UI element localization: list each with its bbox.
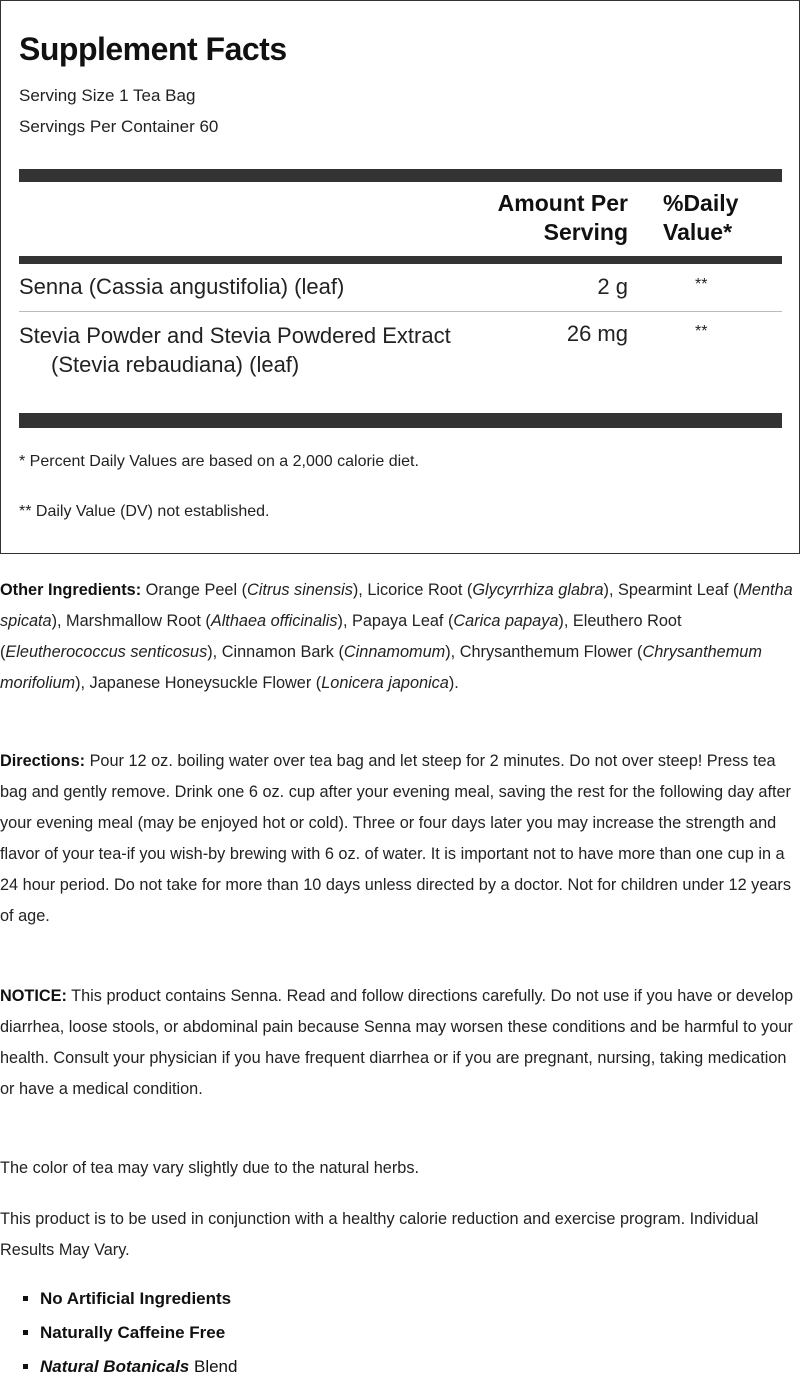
servings-per-container: Servings Per Container 60 (19, 117, 219, 136)
notice-text: This product contains Senna. Read and follow directions carefully. Do not use if you have or develop diarrhea, loose stools, or abdominal pain because Senna may worsen these conditions and be harmful to your health. Consult your physician if you have frequent diarrhea or if you are pregnant, nursing, taking medication or have a medical condition. (0, 987, 794, 1098)
ingredient-text: ), Chrysanthemum Flower ( (445, 643, 643, 661)
latin-name: Eleutherococcus senticosus (5, 643, 208, 661)
ingredient-amount: 26 mg (566, 321, 628, 346)
notice (0, 981, 800, 1105)
footnote-dv-not-established: ** Daily Value (DV) not established. (19, 503, 270, 520)
ingredient-name (19, 321, 479, 379)
ingredient-text: ), Japanese Honeysuckle Flower ( (75, 674, 322, 692)
medium-divider (19, 256, 782, 264)
directions-text: Pour 12 oz. boiling water over tea bag and let steep for 2 minutes. Do not over steep! Press tea bag and gently remove. Drink one 6 oz. cup after your evening meal, saving the rest for the following day after your evening meal (may be enjoyed hot or cold). Three or four days later you may increase the strength and flavor of your tea-if you wish-by brewing with 6 oz. of water. It is important not to have more than one cup in a 24 hour period. Do not take for more than 10 days unless directed by a doctor. Not for children under 12 years of age. (0, 752, 791, 925)
other-ingredients-label: Other Ingredients: (0, 581, 142, 599)
feature-italic: Natural Botanicals (40, 1357, 190, 1376)
ingredient-text: ), Eleuthero Root ( (0, 612, 682, 661)
panel-title: Supplement Facts (19, 31, 287, 67)
ingredient-text: ). (448, 674, 459, 692)
thick-divider (19, 413, 782, 428)
serving-size: Serving Size 1 Tea Bag (19, 86, 196, 105)
ingredient-text: Orange Peel ( (141, 581, 248, 599)
thick-divider (19, 169, 782, 182)
header-line: %Daily (663, 190, 739, 216)
directions (0, 746, 800, 932)
ingredient-dv: ** (695, 323, 708, 340)
daily-value-header (663, 189, 738, 247)
ingredient-latin-name: (Stevia rebaudiana) (leaf) (51, 352, 300, 377)
latin-name: Glycyrrhiza glabra (472, 581, 604, 599)
latin-name: Citrus sinensis (247, 581, 353, 599)
program-note: This product is to be used in conjunction with a healthy calorie reduction and exercise program. Individual Results May Vary. (0, 1210, 759, 1259)
latin-name: Althaea officinalis (210, 612, 338, 630)
header-line: Value* (663, 219, 733, 245)
other-ingredients (0, 575, 800, 699)
latin-name: Lonicera japonica (321, 674, 449, 692)
header-line: Amount Per (497, 190, 628, 216)
ingredient-text: ), Cinnamon Bark ( (207, 643, 344, 661)
ingredient-dv: ** (695, 276, 708, 293)
supplement-facts-panel (0, 0, 800, 554)
color-note: The color of tea may vary slightly due to the natural herbs. (0, 1159, 420, 1177)
ingredient-text: ), Spearmint Leaf ( (603, 581, 739, 599)
header-line: Serving (543, 219, 628, 245)
row-divider (19, 311, 782, 312)
ingredient-text: ), Licorice Root ( (352, 581, 473, 599)
amount-per-serving-header (498, 189, 628, 247)
directions-label: Directions: (0, 752, 86, 770)
notice-label: NOTICE: (0, 987, 67, 1005)
ingredient-text: ), Papaya Leaf ( (337, 612, 454, 630)
feature-list (0, 1282, 237, 1384)
ingredient-text: ), Marshmallow Root ( (51, 612, 211, 630)
latin-name: Cinnamomum (343, 643, 446, 661)
feature-text: Blend (189, 1357, 238, 1376)
ingredient-name: Senna (Cassia angustifolia) (leaf) (19, 274, 345, 299)
ingredient-amount: 2 g (597, 274, 628, 299)
feature-item: ▪ No Artificial Ingredients (40, 1282, 237, 1316)
ingredient-name-text: Stevia Powder and Stevia Powdered Extract (19, 323, 451, 348)
latin-name: Chrysanthemum morifolium (0, 643, 762, 692)
feature-item: ▪ Naturally Caffeine Free (40, 1316, 237, 1350)
footnote-daily-values: * Percent Daily Values are based on a 2,000 calorie diet. (19, 453, 419, 470)
latin-name: Carica papaya (453, 612, 559, 630)
latin-name: Mentha spicata (0, 581, 793, 630)
